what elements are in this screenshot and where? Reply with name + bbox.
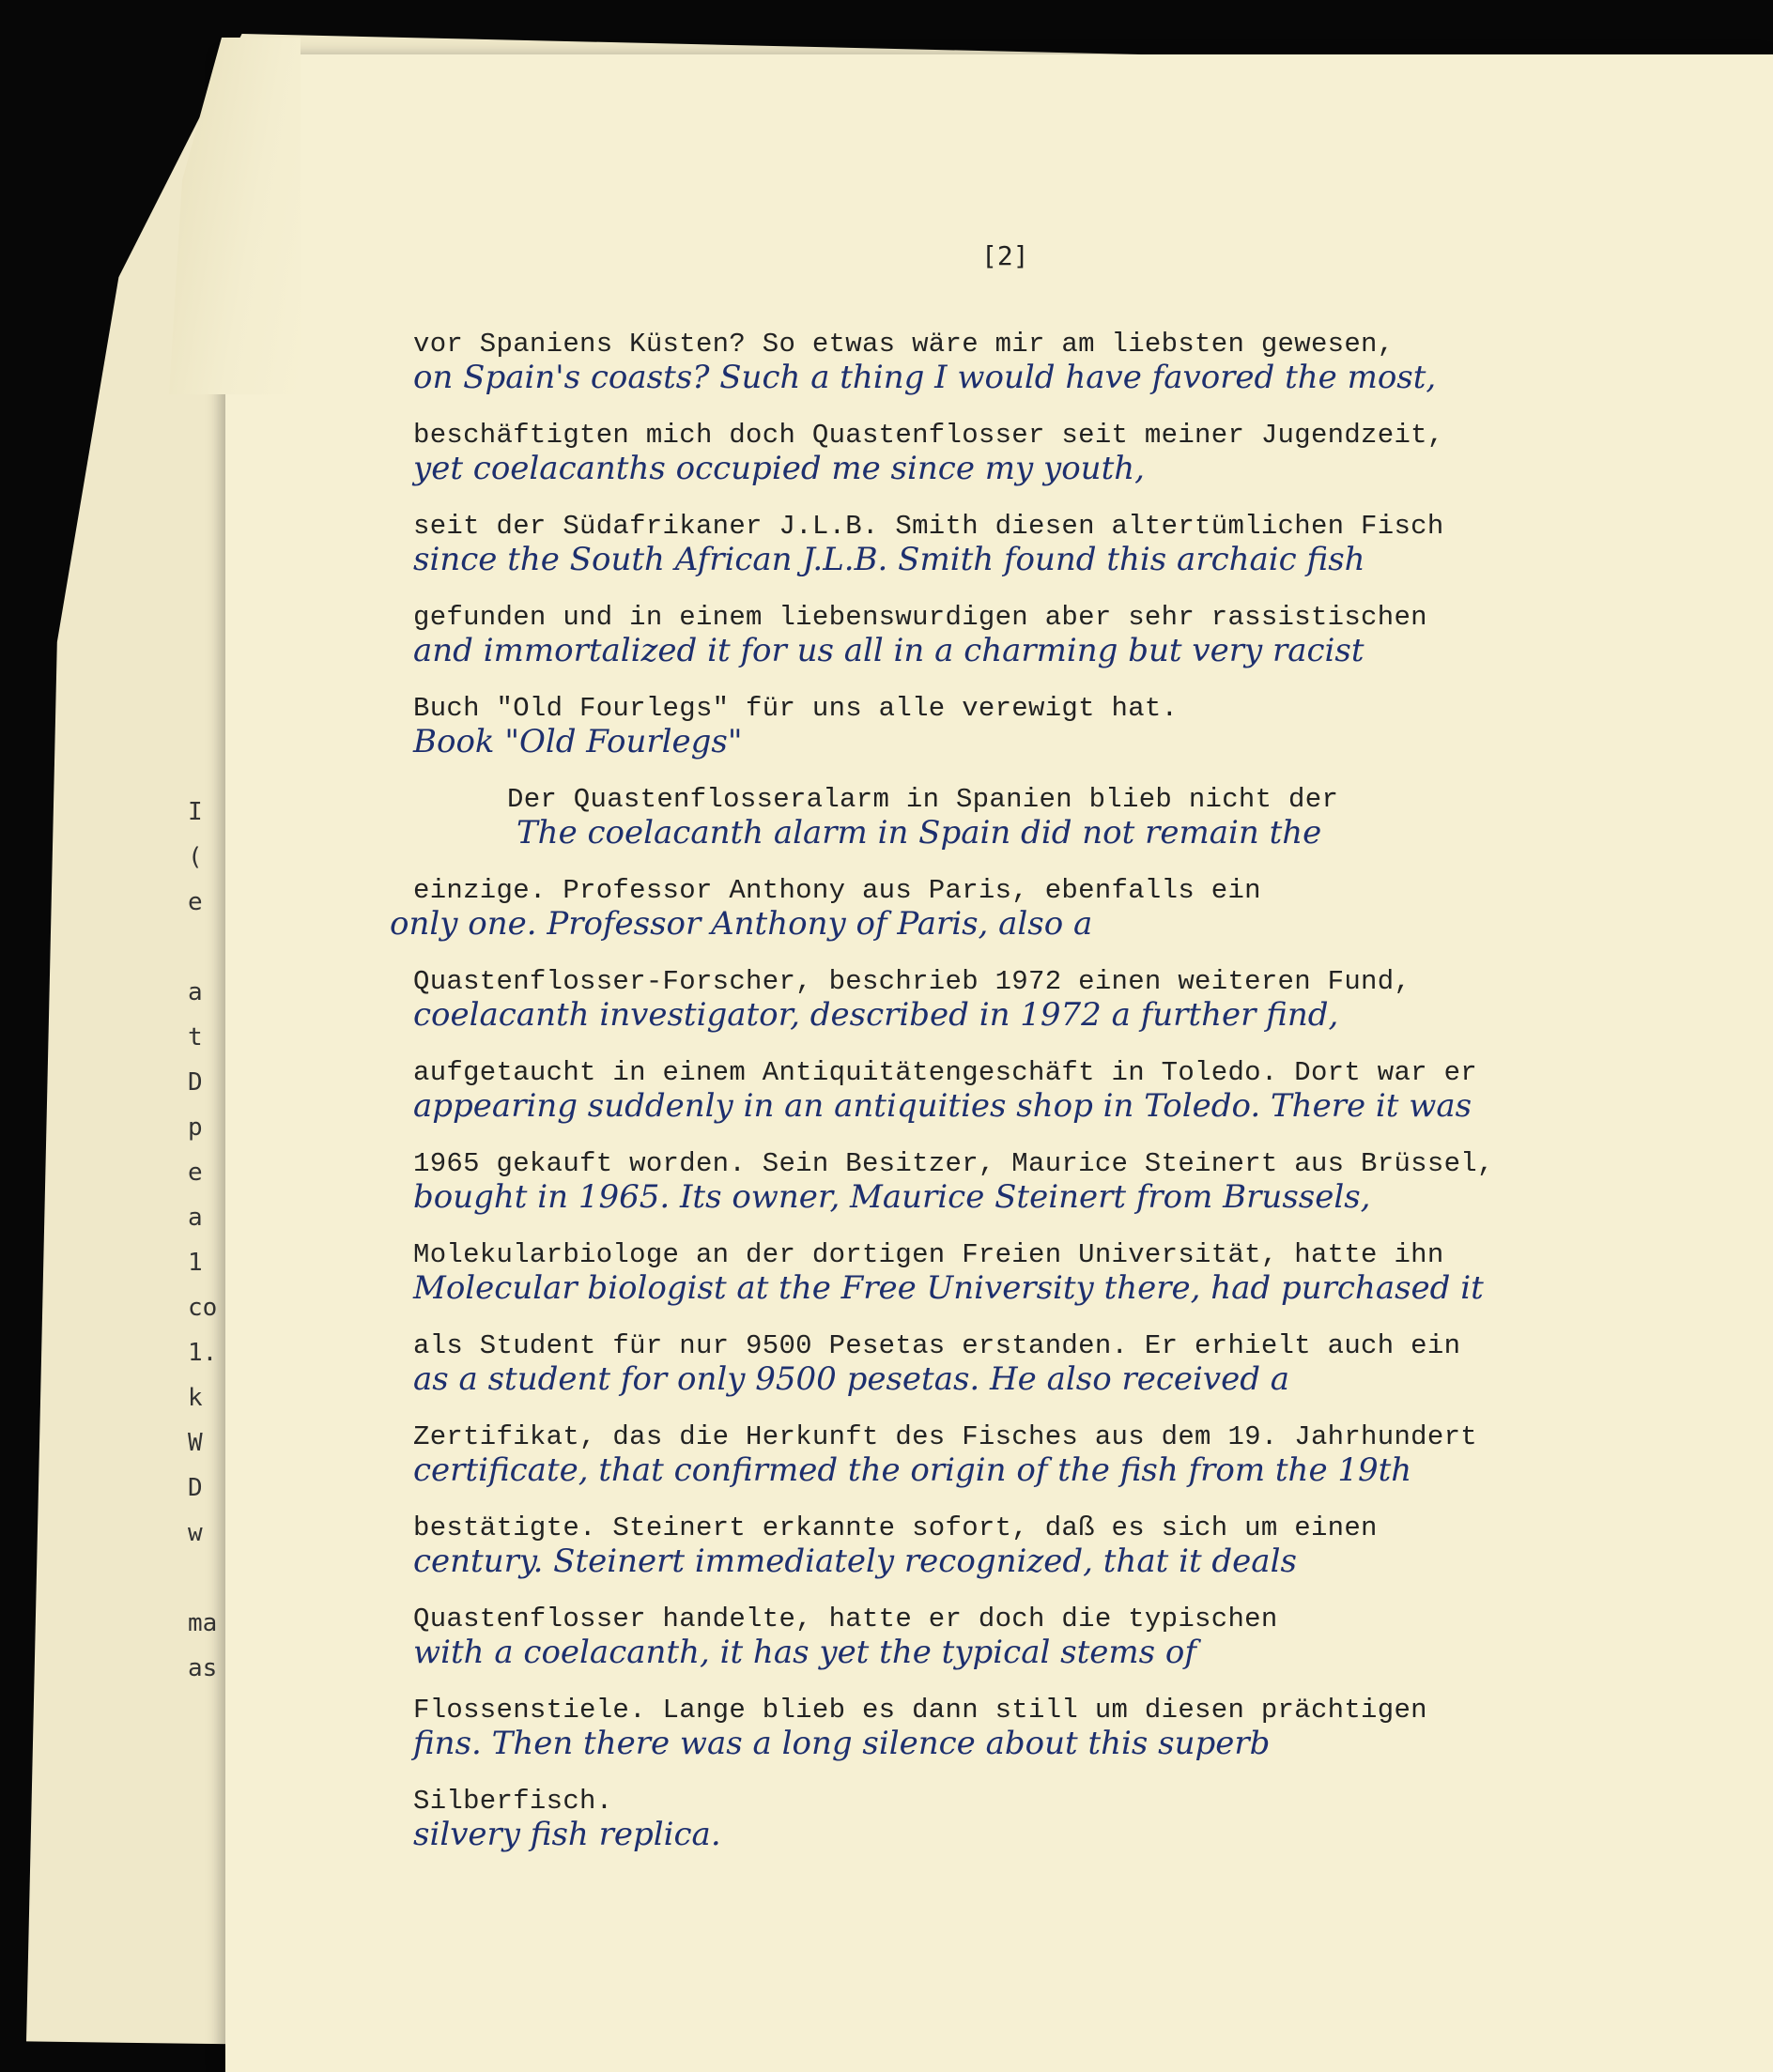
english-handwritten-translation: as a student for only 9500 pesetas. He also received a <box>413 1360 1290 1398</box>
english-handwritten-translation: Book "Old Fourlegs" <box>413 723 743 760</box>
margin-fragment: ma <box>188 1609 218 1637</box>
margin-fragment: a <box>188 978 203 1006</box>
english-handwritten-translation: certificate, that confirmed the origin of the fish from the 19th <box>413 1451 1412 1489</box>
line-pair <box>413 1786 1615 1877</box>
margin-fragment: t <box>188 1023 203 1051</box>
german-typed-line: 1965 gekauft worden. Sein Besitzer, Maurice Steinert aus Brüssel, <box>413 1148 1494 1179</box>
german-typed-line: aufgetaucht in einem Antiquitätengeschäft in Toledo. Dort war er <box>413 1057 1477 1088</box>
margin-fragment: k <box>188 1384 203 1412</box>
german-typed-line: gefunden und in einem liebenswurdigen aber sehr rassistischen <box>413 602 1427 633</box>
line-pair <box>413 329 1615 420</box>
line-pair <box>413 1239 1615 1330</box>
german-typed-line: bestätigte. Steinert erkannte sofort, daß es sich um einen <box>413 1512 1378 1543</box>
page-number: [2] <box>981 240 1029 271</box>
margin-fragment: D <box>188 1068 203 1097</box>
german-typed-line: seit der Südafrikaner J.L.B. Smith diesen altertümlichen Fisch <box>413 511 1444 542</box>
line-pair <box>413 511 1615 602</box>
line-pair <box>413 784 1615 875</box>
margin-fragment: as <box>188 1654 218 1682</box>
english-handwritten-translation: and immortalized it for us all in a charming but very racist <box>413 632 1364 669</box>
bilingual-text <box>390 329 1615 1877</box>
line-pair <box>413 420 1615 511</box>
english-handwritten-translation: fins. Then there was a long silence about this superb <box>413 1725 1271 1762</box>
line-pair <box>413 1512 1615 1604</box>
english-handwritten-translation: since the South African J.L.B. Smith found this archaic fish <box>413 541 1365 578</box>
english-handwritten-translation: appearing suddenly in an antiquities shop in Toledo. There it was <box>413 1087 1472 1125</box>
margin-fragment: 1. <box>188 1339 218 1367</box>
line-pair <box>413 693 1615 784</box>
line-pair <box>413 1057 1615 1148</box>
margin-fragment: 1 <box>188 1249 203 1277</box>
line-pair <box>413 1695 1615 1786</box>
line-pair <box>413 602 1615 693</box>
german-typed-line: Quastenflosser handelte, hatte er doch die typischen <box>413 1604 1278 1635</box>
english-handwritten-translation: coelacanth investigator, described in 1972 a further find, <box>413 996 1339 1034</box>
english-handwritten-translation: century. Steinert immediately recognized, that it deals <box>413 1542 1297 1580</box>
english-handwritten-translation: The coelacanth alarm in Spain did not remain the <box>516 814 1322 852</box>
german-typed-line: vor Spaniens Küsten? So etwas wäre mir am liebsten gewesen, <box>413 329 1395 360</box>
german-typed-line: Quastenflosser-Forscher, beschrieb 1972 einen weiteren Fund, <box>413 966 1411 997</box>
english-handwritten-translation: yet coelacanths occupied me since my youth, <box>413 450 1145 487</box>
line-pair <box>413 1148 1615 1239</box>
english-handwritten-translation: on Spain's coasts? Such a thing I would have favored the most, <box>413 359 1437 396</box>
margin-fragment: ( <box>188 843 203 871</box>
german-typed-line: Zertifikat, das die Herkunft des Fisches aus dem 19. Jahrhundert <box>413 1421 1477 1452</box>
german-typed-line: einzige. Professor Anthony aus Paris, ebenfalls ein <box>413 875 1261 906</box>
line-pair <box>413 1604 1615 1695</box>
margin-fragment: I <box>188 798 203 826</box>
margin-fragment: e <box>188 1159 203 1187</box>
german-typed-line: Der Quastenflosseralarm in Spanien blieb nicht der <box>507 784 1339 815</box>
line-pair <box>390 875 1615 966</box>
english-handwritten-translation: bought in 1965. Its owner, Maurice Steinert from Brussels, <box>413 1178 1371 1216</box>
margin-fragment: e <box>188 888 203 916</box>
german-typed-line: Molekularbiologe an der dortigen Freien Universität, hatte ihn <box>413 1239 1444 1270</box>
english-handwritten-translation: with a coelacanth, it has yet the typical stems of <box>413 1634 1196 1671</box>
line-pair <box>413 1421 1615 1512</box>
german-typed-line: Flossenstiele. Lange blieb es dann still um diesen prächtigen <box>413 1695 1427 1726</box>
german-typed-line: Buch "Old Fourlegs" für uns alle verewigt hat. <box>413 693 1179 724</box>
margin-fragment: p <box>188 1113 203 1142</box>
margin-fragment: co <box>188 1294 218 1322</box>
margin-fragment: W <box>188 1429 203 1457</box>
english-handwritten-translation: Molecular biologist at the Free University there, had purchased it <box>413 1269 1484 1307</box>
margin-fragment: a <box>188 1204 203 1232</box>
line-pair <box>413 966 1615 1057</box>
german-typed-line: Silberfisch. <box>413 1786 613 1817</box>
german-typed-line: als Student für nur 9500 Pesetas erstanden. Er erhielt auch ein <box>413 1330 1461 1361</box>
line-pair <box>413 1330 1615 1421</box>
german-typed-line: beschäftigten mich doch Quastenflosser seit meiner Jugendzeit, <box>413 420 1444 451</box>
margin-fragment: w <box>188 1519 203 1547</box>
english-handwritten-translation: only one. Professor Anthony of Paris, also a <box>390 905 1093 943</box>
page-fold <box>169 38 301 394</box>
english-handwritten-translation: silvery fish replica. <box>413 1816 721 1853</box>
margin-fragment: D <box>188 1474 203 1502</box>
